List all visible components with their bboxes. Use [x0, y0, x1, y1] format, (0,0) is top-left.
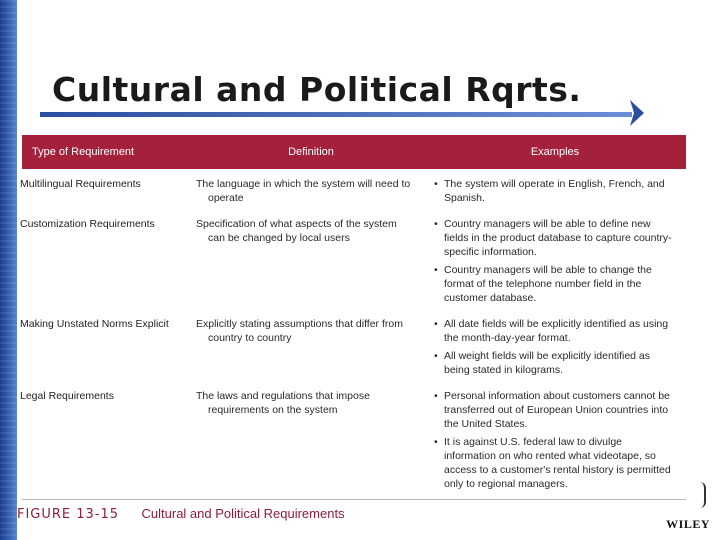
example-item — [434, 349, 676, 377]
figure-panel — [17, 127, 703, 527]
bullet-icon: • — [434, 436, 438, 448]
figure-caption — [17, 505, 703, 523]
row-definition-cell: The laws and regulations that impose requirements on the system — [196, 390, 370, 416]
row-type-cell: Legal Requirements — [20, 390, 114, 402]
example-text: The system will operate in English, French, and Spanish. — [444, 178, 665, 204]
example-text: All weight fields will be explicitly identified as being stated in kilograms. — [444, 350, 651, 376]
bullet-icon: • — [434, 318, 438, 330]
row-examples-cell — [424, 385, 686, 500]
header-definition: Definition — [288, 146, 334, 158]
example-item — [434, 217, 676, 259]
bullet-icon: • — [434, 264, 438, 276]
slide-title: Cultural and Political Rqrts. — [52, 70, 582, 109]
example-text: Country managers will be able to define new fields in the product database to capture country-specific information. — [444, 218, 672, 258]
example-item — [434, 435, 676, 491]
example-text: Country managers will be able to change the format of the telephone number field in the customer database. — [444, 264, 652, 304]
header-examples: Examples — [530, 146, 580, 158]
example-item — [434, 317, 676, 345]
table-row — [22, 169, 686, 213]
example-item — [434, 263, 676, 305]
row-examples-cell — [424, 213, 686, 313]
bullet-icon: • — [434, 350, 438, 362]
example-item — [434, 177, 676, 205]
row-definition-cell: The language in which the system will need to operate — [196, 178, 411, 204]
row-examples-cell — [424, 313, 686, 385]
row-definition-cell: Explicitly stating assumptions that differ from country to country — [196, 318, 403, 344]
table-row — [22, 213, 686, 313]
table-row — [22, 385, 686, 500]
header-type: Type of Requirement — [32, 146, 135, 158]
requirements-table — [22, 135, 686, 500]
row-examples-cell — [424, 169, 686, 213]
publisher-logo: WILEY — [666, 517, 710, 531]
page-edge-mark — [700, 482, 706, 508]
title-underline — [40, 112, 632, 117]
bullet-icon: • — [434, 218, 438, 230]
table-row — [22, 313, 686, 385]
example-text: All date fields will be explicitly identified as using the month-day-year format. — [444, 318, 669, 344]
left-decorative-bar — [0, 0, 17, 540]
row-definition-cell: Specification of what aspects of the system can be changed by local users — [196, 218, 397, 244]
arrow-head-icon — [628, 100, 644, 126]
table-header-row — [22, 135, 686, 169]
row-type-cell: Customization Requirements — [20, 218, 155, 230]
figure-title: Cultural and Political Requirements — [141, 506, 345, 521]
example-item — [434, 389, 676, 431]
example-text: It is against U.S. federal law to divulge information on who rented what videotape, so access to a customer's rental history is permitted only to regional managers. — [444, 436, 671, 490]
bullet-icon: • — [434, 390, 438, 402]
bullet-icon: • — [434, 178, 438, 190]
example-text: Personal information about customers cannot be transferred out of European Union countries into the United States. — [444, 390, 670, 430]
row-type-cell: Multilingual Requirements — [20, 178, 141, 190]
figure-number: FIGURE 13-15 — [17, 507, 120, 522]
row-type-cell: Making Unstated Norms Explicit — [20, 318, 169, 330]
